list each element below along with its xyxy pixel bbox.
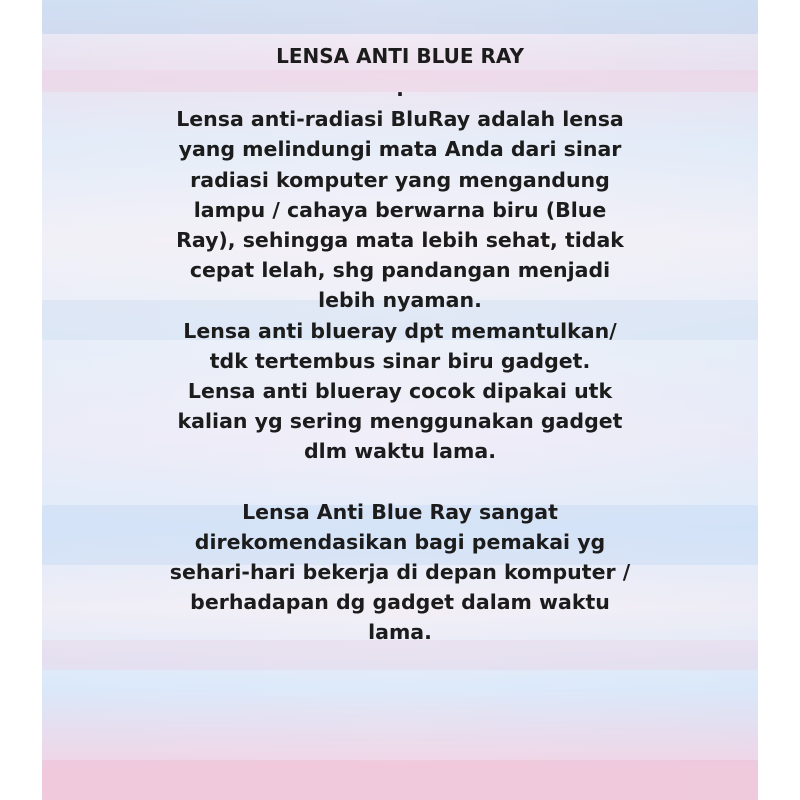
- paragraph-line: direkomendasikan bagi pemakai yg: [194, 529, 606, 554]
- paragraph-line: Lensa Anti Blue Ray sangat: [242, 499, 558, 524]
- pastel-background: [42, 0, 758, 800]
- text-content: [42, 38, 758, 648]
- paragraph-line: berhadapan dg gadget dalam waktu: [190, 590, 610, 615]
- paragraph-1: [42, 104, 758, 466]
- paragraph-line: Lensa anti blueray dpt memantulkan/: [183, 318, 617, 343]
- separator-dot: .: [396, 77, 404, 101]
- paragraph-line: tdk tertembus sinar biru gadget.: [209, 348, 591, 373]
- paragraph-line: lama.: [368, 620, 432, 645]
- page-title: LENSA ANTI BLUE RAY: [276, 44, 524, 68]
- paragraph-line: yang melindungi mata Anda dari sinar: [178, 137, 622, 162]
- paragraph-line: dlm waktu lama.: [304, 439, 496, 464]
- paragraph-gap: [42, 467, 758, 497]
- paragraph-line: lebih nyaman.: [318, 288, 482, 313]
- paragraph-2: [42, 497, 758, 648]
- background-streak: [42, 760, 758, 800]
- paragraph-line: radiasi komputer yang mengandung: [190, 167, 610, 192]
- paragraph-line: lampu / cahaya berwarna biru (Blue: [193, 197, 607, 222]
- paragraph-line: Lensa anti-radiasi BluRay adalah lensa: [176, 107, 624, 132]
- paragraph-line: Ray), sehingga mata lebih sehat, tidak: [176, 228, 624, 253]
- paragraph-line: sehari-hari bekerja di depan komputer /: [169, 560, 631, 585]
- paragraph-line: cepat lelah, shg pandangan menjadi: [189, 258, 611, 283]
- background-streak: [42, 0, 758, 34]
- paragraph-line: Lensa anti blueray cocok dipakai utk: [187, 379, 613, 404]
- paragraph-line: kalian yg sering menggunakan gadget: [177, 409, 623, 434]
